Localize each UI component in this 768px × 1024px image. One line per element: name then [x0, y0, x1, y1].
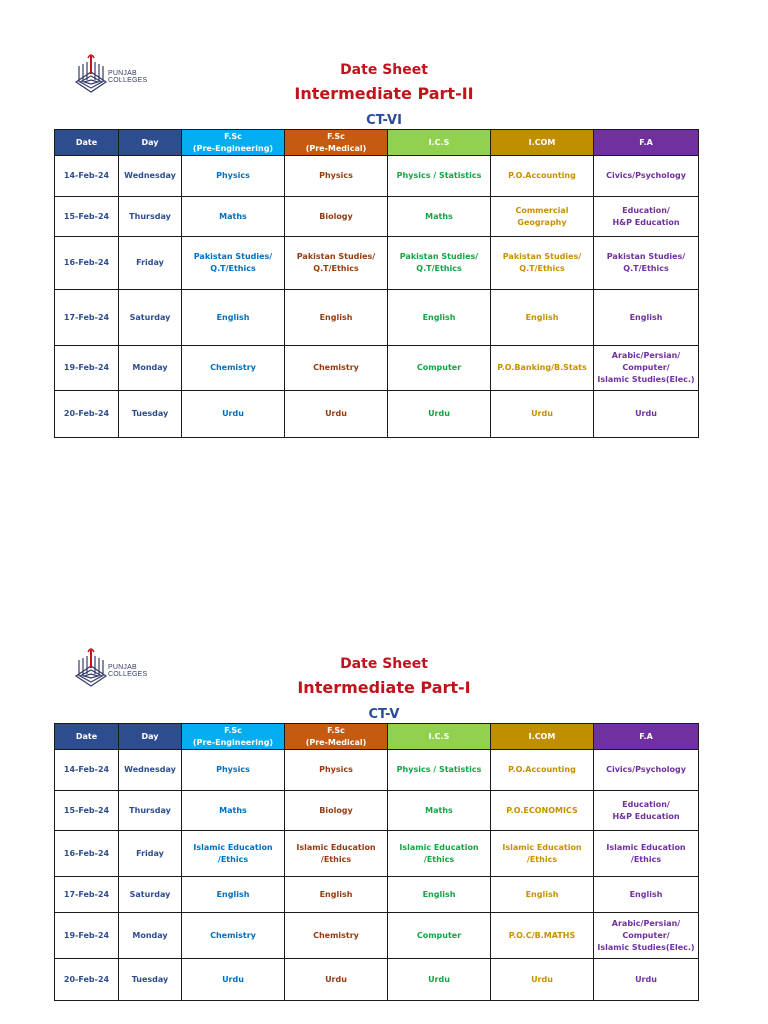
logo-text-line-2: COLLEGES — [108, 77, 148, 84]
date-sheet-table — [54, 129, 699, 438]
cell-date: 16-Feb-24 — [55, 237, 119, 290]
cell-pre-medical: Physics — [285, 750, 388, 791]
cell-pre-engineering: English — [182, 877, 285, 913]
date-sheet-table — [54, 723, 699, 1001]
table-row — [55, 156, 699, 197]
cell-pre-medical: English — [285, 877, 388, 913]
cell-day: Saturday — [119, 290, 182, 346]
cell-pre-medical: Islamic Education /Ethics — [285, 831, 388, 877]
cell-ics: Urdu — [388, 959, 491, 1001]
cell-pre-medical: Pakistan Studies/ Q.T/Ethics — [285, 237, 388, 290]
cell-pre-medical: Biology — [285, 791, 388, 831]
cell-pre-engineering: Urdu — [182, 391, 285, 438]
logo-text-line-1: PUNJAB — [108, 70, 137, 77]
header-pre-engineering: F.Sc (Pre-Engineering) — [182, 130, 285, 156]
part-title: Intermediate Part-I — [297, 678, 471, 697]
cell-ics: Computer — [388, 913, 491, 959]
cell-fa: Arabic/Persian/ Computer/ Islamic Studies(Elec.) — [594, 913, 699, 959]
cell-pre-engineering: Chemistry — [182, 913, 285, 959]
cell-day: Thursday — [119, 791, 182, 831]
table-row — [55, 750, 699, 791]
cell-ics: English — [388, 877, 491, 913]
cell-day: Saturday — [119, 877, 182, 913]
cell-day: Monday — [119, 346, 182, 391]
header-date: Date — [55, 130, 119, 156]
table-row — [55, 913, 699, 959]
cell-ics: Computer — [388, 346, 491, 391]
cell-pre-medical: Physics — [285, 156, 388, 197]
cell-date: 19-Feb-24 — [55, 346, 119, 391]
table-header-row — [55, 130, 699, 156]
cell-date: 20-Feb-24 — [55, 959, 119, 1001]
cell-fa: Civics/Psychology — [594, 156, 699, 197]
table-row — [55, 877, 699, 913]
cell-day: Wednesday — [119, 750, 182, 791]
cell-fa: English — [594, 290, 699, 346]
header-pre-engineering: F.Sc (Pre-Engineering) — [182, 724, 285, 750]
date-sheet-title: Date Sheet — [340, 656, 428, 672]
cell-icom: English — [491, 877, 594, 913]
cell-fa: Arabic/Persian/ Computer/ Islamic Studies(Elec.) — [594, 346, 699, 391]
cell-ics: Physics / Statistics — [388, 156, 491, 197]
logo-text-line-2: COLLEGES — [108, 671, 148, 678]
cell-icom: P.O.ECONOMICS — [491, 791, 594, 831]
cell-date: 15-Feb-24 — [55, 791, 119, 831]
header-icom: I.COM — [491, 724, 594, 750]
cell-ics: Maths — [388, 197, 491, 237]
table-row — [55, 791, 699, 831]
cell-fa: Urdu — [594, 959, 699, 1001]
cell-icom: Urdu — [491, 391, 594, 438]
cell-pre-medical: Biology — [285, 197, 388, 237]
table-header-row — [55, 724, 699, 750]
cell-pre-engineering: Physics — [182, 156, 285, 197]
table-row — [55, 959, 699, 1001]
table-row — [55, 197, 699, 237]
cell-pre-medical: Chemistry — [285, 346, 388, 391]
cell-ics: Maths — [388, 791, 491, 831]
header-ics: I.C.S — [388, 724, 491, 750]
cell-icom: English — [491, 290, 594, 346]
cell-date: 17-Feb-24 — [55, 877, 119, 913]
cell-ics: Urdu — [388, 391, 491, 438]
cell-ics: Pakistan Studies/ Q.T/Ethics — [388, 237, 491, 290]
cell-pre-medical: Urdu — [285, 391, 388, 438]
cell-icom: P.O.Accounting — [491, 156, 594, 197]
table-row — [55, 391, 699, 438]
cell-fa: Civics/Psychology — [594, 750, 699, 791]
header-date: Date — [55, 724, 119, 750]
cell-pre-engineering: Urdu — [182, 959, 285, 1001]
cell-icom: Urdu — [491, 959, 594, 1001]
header-icom: I.COM — [491, 130, 594, 156]
cell-fa: Islamic Education /Ethics — [594, 831, 699, 877]
table-row — [55, 290, 699, 346]
ct-title: CT-V — [364, 707, 403, 724]
cell-day: Wednesday — [119, 156, 182, 197]
cell-date: 15-Feb-24 — [55, 197, 119, 237]
cell-icom: Pakistan Studies/ Q.T/Ethics — [491, 237, 594, 290]
cell-pre-engineering: Chemistry — [182, 346, 285, 391]
header-ics: I.C.S — [388, 130, 491, 156]
cell-date: 14-Feb-24 — [55, 156, 119, 197]
header-pre-medical: F.Sc (Pre-Medical) — [285, 130, 388, 156]
cell-date: 19-Feb-24 — [55, 913, 119, 959]
cell-ics: Physics / Statistics — [388, 750, 491, 791]
header-pre-medical: F.Sc (Pre-Medical) — [285, 724, 388, 750]
cell-day: Thursday — [119, 197, 182, 237]
cell-pre-medical: Urdu — [285, 959, 388, 1001]
part-title: Intermediate Part-II — [294, 84, 474, 103]
header-day: Day — [119, 130, 182, 156]
cell-ics: Islamic Education /Ethics — [388, 831, 491, 877]
cell-pre-engineering: Islamic Education /Ethics — [182, 831, 285, 877]
table-row — [55, 237, 699, 290]
cell-fa: Education/ H&P Education — [594, 197, 699, 237]
cell-icom: P.O.Accounting — [491, 750, 594, 791]
cell-date: 16-Feb-24 — [55, 831, 119, 877]
cell-pre-engineering: Physics — [182, 750, 285, 791]
cell-pre-engineering: Maths — [182, 197, 285, 237]
cell-day: Monday — [119, 913, 182, 959]
cell-pre-medical: Chemistry — [285, 913, 388, 959]
cell-day: Tuesday — [119, 959, 182, 1001]
cell-icom: P.O.C/B.MATHS — [491, 913, 594, 959]
cell-icom: Islamic Education /Ethics — [491, 831, 594, 877]
logo-text-line-1: PUNJAB — [108, 664, 137, 671]
table-row — [55, 346, 699, 391]
cell-date: 14-Feb-24 — [55, 750, 119, 791]
cell-pre-medical: English — [285, 290, 388, 346]
cell-day: Friday — [119, 237, 182, 290]
cell-ics: English — [388, 290, 491, 346]
header-day: Day — [119, 724, 182, 750]
header-fa: F.A — [594, 724, 699, 750]
cell-icom: Commercial Geography — [491, 197, 594, 237]
cell-fa: Education/ H&P Education — [594, 791, 699, 831]
cell-fa: Pakistan Studies/ Q.T/Ethics — [594, 237, 699, 290]
cell-day: Tuesday — [119, 391, 182, 438]
cell-icom: P.O.Banking/B.Stats — [491, 346, 594, 391]
header-fa: F.A — [594, 130, 699, 156]
ct-title: CT-VI — [362, 113, 406, 130]
cell-fa: Urdu — [594, 391, 699, 438]
cell-pre-engineering: Pakistan Studies/ Q.T/Ethics — [182, 237, 285, 290]
cell-date: 17-Feb-24 — [55, 290, 119, 346]
cell-day: Friday — [119, 831, 182, 877]
cell-date: 20-Feb-24 — [55, 391, 119, 438]
cell-fa: English — [594, 877, 699, 913]
cell-pre-engineering: English — [182, 290, 285, 346]
date-sheet-title: Date Sheet — [340, 62, 428, 78]
table-row — [55, 831, 699, 877]
cell-pre-engineering: Maths — [182, 791, 285, 831]
